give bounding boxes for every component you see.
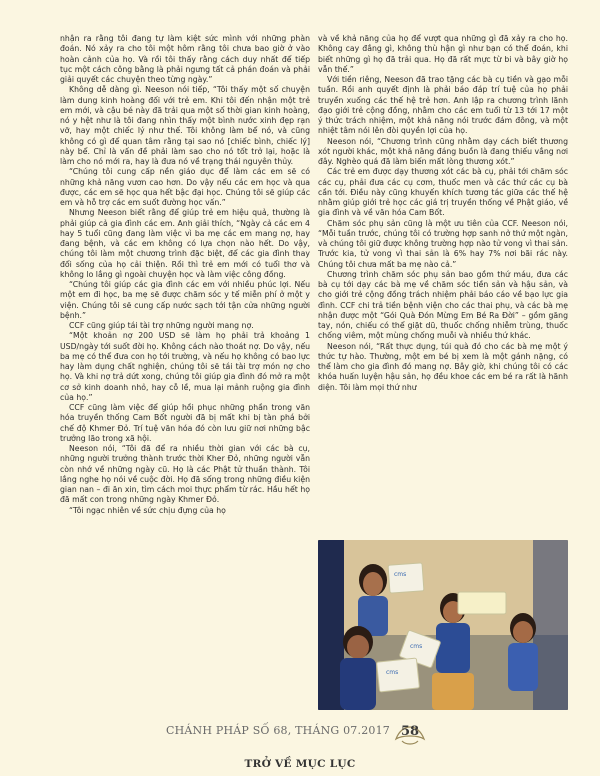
paragraph: Neeson nói, “Tôi đã để ra nhiều thời gian với các bà cụ, những người trưởng thành trước thời Kher Đỏ, những người vẫn còn nhớ về những ngày cũ. Họ là các Phật tử thuần thành. Tôi lắng nghe họ nói về cuộc đời. Họ đã sống trong những điều kiện gian nan – đi ăn xin, tìm cách moi thực phẩm từ rác. Hầu hết họ đã mất con trong những ngày Khmer Đỏ. <box>60 444 310 505</box>
children-photo <box>318 540 568 710</box>
paragraph: và về khả năng của họ để vượt qua những gì đã xảy ra cho họ. Không cay đắng gì, không thù hận gì như bạn có thể đoán, khi biết những gì họ đã trải qua. Họ đã rất mực từ bi và bây giờ họ vẫn thế.” <box>318 34 568 74</box>
paragraph: “Một khoản nợ 200 USD sẽ làm họ phải trả khoảng 1 USD/ngày tới suốt đời họ. Không cách nào thoát nợ. Do vậy, nếu ba mẹ có thể đưa con họ tới trường, và nếu họ không có bao lực hay làm dụng chất nghiện, chúng tôi sẽ tái tài trợ món nợ cho họ. Và khi nợ trả dứt xong, chúng tôi giúp gia đình đó mở ra một cơ sở kinh doanh nhỏ, hay cỗ lề, mua lại mảnh ruộng gia đình của họ.” <box>60 331 310 402</box>
paragraph: Neeson nói, “Chương trình cũng nhằm dạy cách biết thương xót người khác, một khả năng đáng buồn là đang thiếu vắng nơi đây. Nghèo quá đã làm biến mất lòng thương xót.” <box>318 136 568 166</box>
page-number: 58 <box>400 724 420 739</box>
paragraph: CCF cũng làm việc để giúp hồi phục những phần trong văn hóa truyền thống Cam Bốt người đã bị mất khi bị tàn phá bởi chế độ Khmer Đỏ. Trí tuệ văn hóa đó còn lưu giữ nơi những bậc trưởng lão trong xã hội. <box>60 403 310 443</box>
paragraph: “Chúng tôi giúp các gia đình các em với nhiều phúc lợi. Nếu một em đi học, ba mẹ sẽ được chăm sóc y tế miễn phí ở một y viện. Chúng tôi sẽ cung cấp nước sạch tới tận cửa những người bệnh.” <box>60 280 310 320</box>
photo-illustration <box>318 540 568 710</box>
paragraph: Chăm sóc phụ sản cũng là một ưu tiên của CCF. Neeson nói, “Mỗi tuần trước, chúng tôi có trường hợp sanh nở thứ một ngàn, và chúng tôi giữ được không trường hợp nào tử vong vì thai sản. Trước kia, tử vong vì thai sản là 6% hay 7% nơi bãi rác này. Chúng tôi chưa mất ba mẹ nào cả.” <box>318 218 568 269</box>
paragraph: Không dễ dàng gì. Neeson nói tiếp, “Tôi thấy một số chuyện làm dung kinh hoàng đối với trẻ em. Khi tôi đến nhận một trẻ em mới, và cậu bé này đã trải qua một số thời gian kinh hoàng, nó y hệt như là tôi đang nhìn thấy một bình nước xinh đẹp rạn vỡ, hay một chiếc lý như thế. Tôi không làm bể nó, và cũng không có gì để quan tâm rằng tại sao nó [chiếc bình, chiếc lý] này bể. Chỉ là vấn đề phải làm sao cho nó tốt trở lại, hoặc là làm cho nó mới ra, hay là đưa nó về trạng thái nguyên thủy. <box>60 85 310 166</box>
page-footer <box>0 722 600 752</box>
paragraph: Nhưng Neeson biết rằng để giúp trẻ em hiệu quả, thường là phải giúp cả gia đình các em. Anh giải thích, “Ngày cả các em 4 hay 5 tuổi cũng đang làm việc vì ba mẹ các em mang nợ, hay đang bệnh, và các em không có lựa chọn nào hết. Do vậy, chúng tôi làm một chương trình đặc biệt, để các gia đình thay đổi sống của họ cải thiện. Rồi thì trẻ em mới có tuổi thơ và không lo lắng gì ngoài chuyện học và làm việc công đồng. <box>60 208 310 279</box>
paragraph: CCF cũng giúp tái tài trợ những người mang nợ. <box>69 321 254 330</box>
page-number-badge <box>392 719 428 747</box>
sign-text: cms <box>410 643 423 650</box>
paragraph: Neeson nói, “Rất thực dụng, túi quà đó cho các bà mẹ một ý thức tự hào. Thường, một em bé bị xem là một gánh nặng, có thể làm cho gia đình đó mang nợ. Bây giờ, khi chúng tôi có các khóa huấn luyện hậu sản, họ đều khoe các em bé ra rất là hãnh diện. Tôi làm mọi thứ như <box>318 341 568 392</box>
article-left-column <box>60 34 310 714</box>
paragraph: Với tiền riêng, Neeson đã trao tặng các bà cụ tiền và gạo mỗi tuần. Rồi anh quyết định là phải báo đáp trí tuệ của họ phải truyền xuống các thế hệ trẻ hơn. Anh lập ra chương trình lãnh đạo giới trẻ cộng đồng, nhằm cho các em tuổi từ 13 tới 17 một ý thức trách nhiệm, một khả năng nói trước đám đông, và một nhiệt tâm nói lên đòi quyền lợi của họ. <box>318 75 568 136</box>
publication-info: CHÁNH PHÁP SỐ 68, THÁNG 07.2017 <box>165 724 390 737</box>
paragraph: nhận ra rằng tôi đang tự làm kiệt sức mình với những phàn đoán. Nó xảy ra cho tôi một hôm rằng tôi chưa bao giờ ở vào hoàn cảnh của họ. Và rồi tôi thấy rằng cách duy nhất để tiếp tục một cách công bằng là phải ngưng tất cả phán đoán và phải giải quyết các chuyện theo từng ngày.” <box>60 34 310 84</box>
paragraph: “Chúng tôi cung cấp nền giáo dục để làm các em sẽ có những khả năng vươn cao hơn. Do vậy nếu các em học và qua được, các em sẽ học qua hết bậc đại học. Chúng tôi sẽ giúp các em và hỗ trợ các em suốt đường học vấn.” <box>60 167 310 207</box>
paragraph: Các trẻ em được dạy thương xót các bà cụ, phải tới chăm sóc các cụ, phải đưa các cụ cơm, thuốc men và các thứ các cụ bà cần tới. Điều này cũng khuyến khích tương tác giữa các thế hệ nhằm giúp giới trẻ học các giá trị truyền thống về Phật giáo, về gia đình và về văn hóa Cam Bốt. <box>318 167 568 218</box>
sign-text: cms <box>386 669 399 676</box>
paragraph: Chương trình chăm sóc phụ sản bao gồm thứ máu, đưa các bà cụ tới dạy các bà mẹ về chăm sóc tiền sản và hậu sản, và cho giới trẻ cộng đồng trách nhiệm phải báo cáo về bạo lực gia đình. CCF chi trả tiền bệnh viện cho các thai phụ, và các bà mẹ nhận được một “Gói Quà Đón Mừng Em Bé Ra Đời” – gồm găng tay, nón, chiếu có thể giặt dũ, thuốc chống nhiễm trùng, thuốc chống viêm, một mùng chống muỗi và nhiều thứ khác. <box>318 269 568 341</box>
paragraph: “Tôi ngạc nhiên về sức chịu đựng của họ <box>69 505 226 515</box>
article-right-column <box>318 34 568 524</box>
sign-text: cms <box>394 571 407 578</box>
back-to-contents-link[interactable]: TRỞ VỀ MỤC LỤC <box>244 758 356 770</box>
